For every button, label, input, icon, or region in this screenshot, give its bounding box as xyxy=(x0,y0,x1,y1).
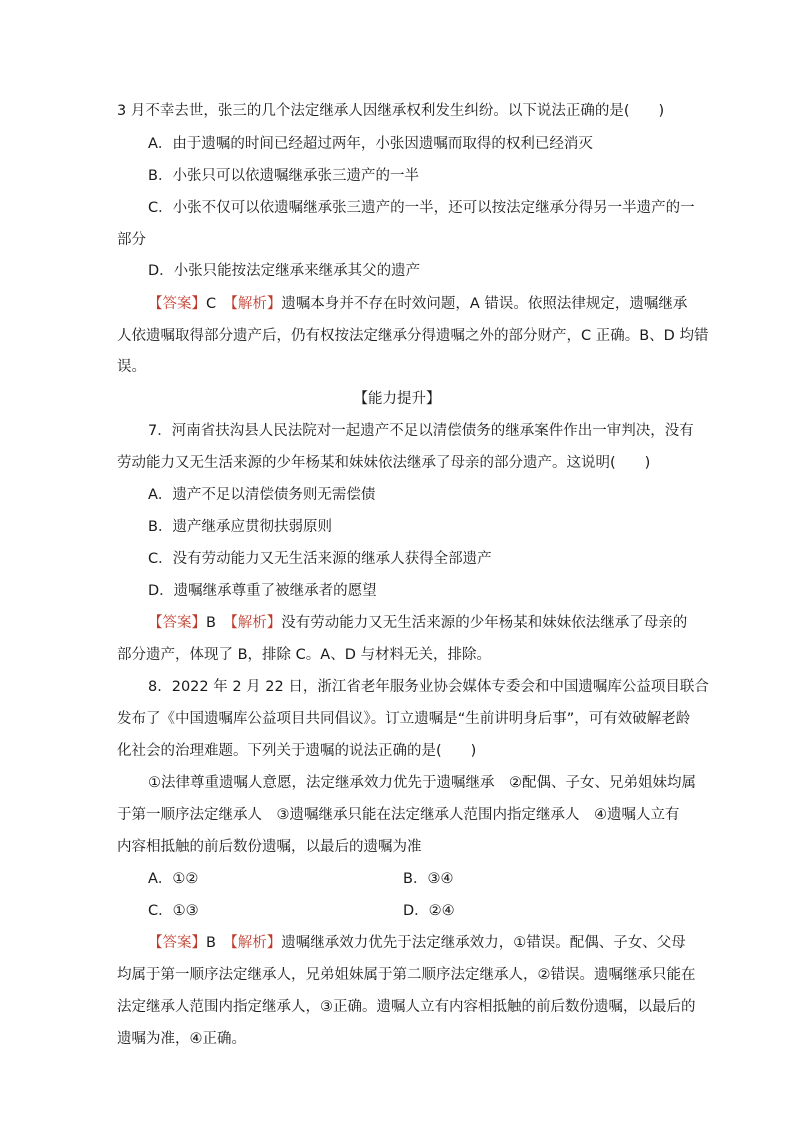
analysis-text: 没有劳动能力又无生活来源的少年杨某和妹妹依法继承了母亲的 xyxy=(281,615,688,631)
q6-stem-tail: 3 月不幸去世，张三的几个法定继承人因继承权利发生纠纷。以下说法正确的是( ) xyxy=(117,103,665,119)
answer-value: B xyxy=(206,935,216,951)
analysis-label: 【解析】 xyxy=(230,935,282,951)
q8-option-d: D．②④ xyxy=(403,903,455,919)
analysis-label: 【解析】 xyxy=(230,296,282,312)
q7-stem-line-1: 7．河南省扶沟县人民法院对一起遗产不足以清偿债务的继承案件作出一审判决，没有 xyxy=(148,423,694,439)
q7-answer-line xyxy=(148,613,687,633)
q8-stem-line-1: 8．2022 年 2 月 22 日，浙江省老年服务业协会媒体专委会和中国遗嘱库公益项目联合 xyxy=(148,679,709,695)
q7-option-c: C．没有劳动能力又无生活来源的继承人获得全部遗产 xyxy=(148,551,492,567)
q8-option-b: B．③④ xyxy=(403,871,454,887)
q8-option-c: C．①③ xyxy=(148,903,199,919)
q7-option-d: D．遗嘱继承尊重了被继承者的愿望 xyxy=(148,583,377,599)
answer-value: B xyxy=(206,615,216,631)
q6-option-b: B．小张只可以依遗嘱继承张三遗产的一半 xyxy=(148,168,419,184)
q8-statements-line-3: 内容相抵触的前后数份遗嘱，以最后的遗嘱为准 xyxy=(117,839,422,855)
q8-analysis-line-3: 法定继承人范围内指定继承人，③正确。遗嘱人立有内容相抵触的前后数份遗嘱，以最后的 xyxy=(117,999,696,1015)
analysis-label: 【解析】 xyxy=(230,615,282,631)
q8-option-a: A．①② xyxy=(148,871,199,887)
q7-analysis-line-2: 部分遗产，体现了 B，排除 C。A、D 与材料无关，排除。 xyxy=(117,647,491,663)
answer-label: 【答案】 xyxy=(148,615,206,631)
q6-analysis-line-3: 误。 xyxy=(117,359,146,375)
q6-analysis-line-2: 人依遗嘱取得部分遗产后，仍有权按法定继承分得遗嘱之外的部分财产，C 正确。B、D 均错 xyxy=(117,328,709,344)
analysis-text: 遗嘱本身并不存在时效问题，A 错误。依照法律规定，遗嘱继承 xyxy=(281,296,688,312)
answer-label: 【答案】 xyxy=(148,296,206,312)
answer-label: 【答案】 xyxy=(148,935,206,951)
q8-answer-line xyxy=(148,933,686,953)
answer-value: C xyxy=(206,296,217,312)
q6-option-a: A．由于遗嘱的时间已经超过两年，小张因遗嘱而取得的权利已经消灭 xyxy=(148,136,593,152)
section-title: 【能力提升】 xyxy=(353,391,441,407)
q6-option-c: C．小张不仅可以依遗嘱继承张三遗产的一半，还可以按法定继承分得另一半遗产的一 xyxy=(148,200,695,216)
q7-stem-line-2: 劳动能力又无生活来源的少年杨某和妹妹依法继承了母亲的部分遗产。这说明( ) xyxy=(117,455,651,471)
q8-analysis-line-2: 均属于第一顺序法定继承人，兄弟姐妹属于第二顺序法定继承人，②错误。遗嘱继承只能在 xyxy=(117,967,696,983)
q7-option-a: A．遗产不足以清偿债务则无需偿债 xyxy=(148,487,376,503)
q6-option-c-cont: 部分 xyxy=(117,232,146,248)
q8-stem-line-3: 化社会的治理难题。下列关于遗嘱的说法正确的是( ) xyxy=(117,743,477,759)
q8-analysis-line-4: 遗嘱为准，④正确。 xyxy=(117,1031,246,1047)
analysis-text: 遗嘱继承效力优先于法定继承效力，①错误。配偶、子女、父母 xyxy=(281,935,686,951)
q7-option-b: B．遗产继承应贯彻扶弱原则 xyxy=(148,519,332,535)
q6-option-d: D．小张只能按法定继承来继承其父的遗产 xyxy=(148,263,421,279)
q8-stem-line-2: 发布了《中国遗嘱库公益项目共同倡议》。订立遗嘱是“生前讲明身后事”，可有效破解老龄 xyxy=(117,711,691,727)
q8-statements-line-2: 于第一顺序法定继承人 ③遗嘱继承只能在法定继承人范围内指定继承人 ④遗嘱人立有 xyxy=(117,807,680,823)
q6-answer-line xyxy=(148,294,687,314)
q8-statements-line-1: ①法律尊重遗嘱人意愿，法定继承效力优先于遗嘱继承 ②配偶、子女、兄弟姐妹均属 xyxy=(148,775,696,791)
